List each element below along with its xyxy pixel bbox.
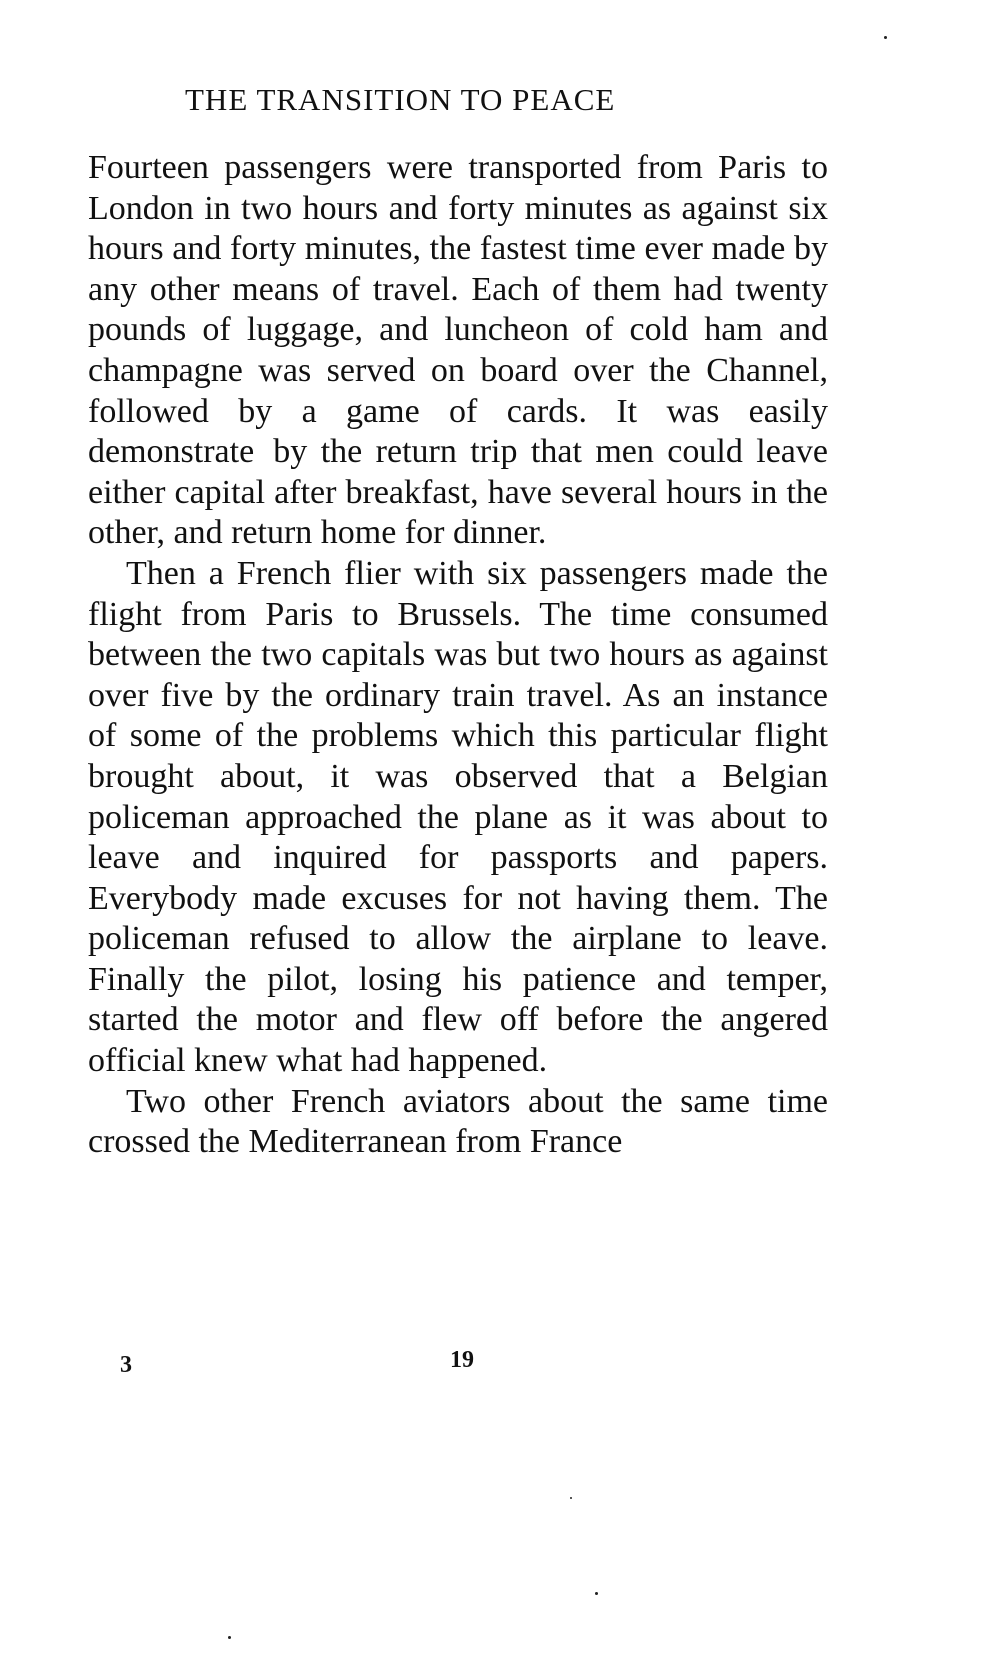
paragraph-2: Then a French flier with six passengers made the flight from Paris to Brussels. The time consumed between the two capitals was but two hours as against over five by the ordinary train travel. As an instance of some of the problems which this particular flight brought about, it was observed that a Belgian policeman approached the plane as it was about to leave and inquired for passports and papers. Everybody made excuses for not having them. The policeman refused to allow the airplane to leave. Finally the pilot, losing his patience and temper, started the motor and flew off before the angered official knew what had happened. [88, 554, 828, 1080]
running-head: THE TRANSITION TO PEACE [185, 82, 616, 117]
scan-speck [570, 1497, 572, 1499]
signature-mark: 3 [120, 1352, 132, 1378]
paragraph-3: Two other French aviators about the same time crossed the Mediterranean from France [88, 1082, 828, 1161]
paragraph-1: Fourteen passengers were transported from Paris to London in two hours and forty minutes as against six hours and forty minutes, the fastest time ever made by any other means of travel. Each of them had twenty pounds of luggage, and luncheon of cold ham and champagne was served on board over the Channel, followed by a game of cards. It was easily demonstrate by the return trip that men could leave either capital after breakfast, have several hours in the other, and return home for dinner. [88, 149, 828, 552]
scan-speck [595, 1592, 598, 1595]
page-number: 19 [450, 1347, 474, 1373]
scan-speck [884, 36, 887, 39]
scan-speck [228, 1636, 231, 1639]
body-text [88, 148, 828, 1163]
